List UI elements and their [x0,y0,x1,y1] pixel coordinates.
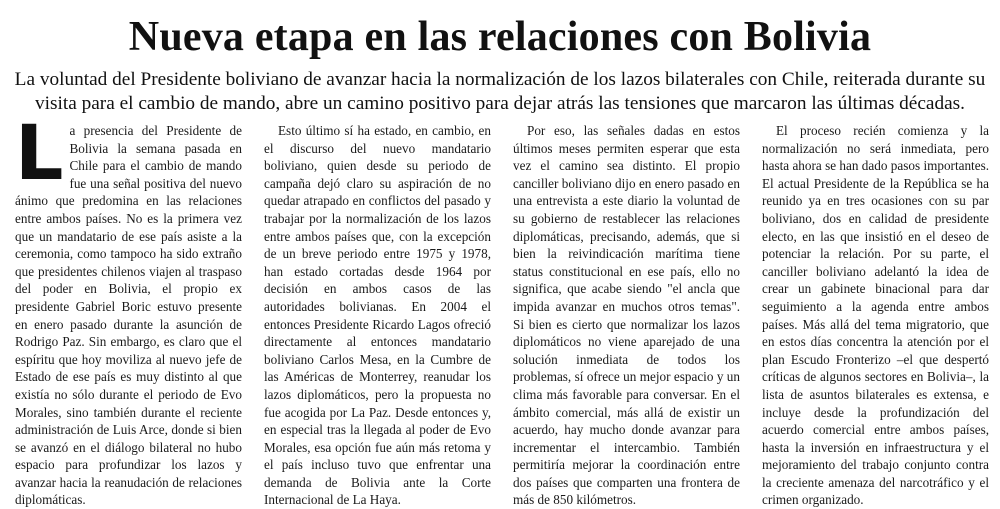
article-column-2 [264,122,491,508]
article-column-1 [15,108,242,508]
article-column-3 [513,122,740,508]
headline: Nueva etapa en las relaciones con Bolivia [128,14,872,60]
article-column-4 [762,122,989,508]
drop-cap: L [15,108,64,197]
article-body [15,108,990,508]
column-text: Por eso, las señales dadas en estos últimos meses permiten esperar que esta vez el camino sea distinto. El propio canciller boliviano dijo en enero pasado en una entrevista a este diario la voluntad de su gobierno de restablecer las relaciones diplomáticas, precisando, además, que si bien la reivindicación marítima tiene status constitucional en ese país, ello no significa, que acabe siendo "el ancla que impida avanzar en muchos otros temas". Si bien es cierto que normalizar los lazos diplomáticos no viene aparejado de una solución inmediata de todos los problemas, sí ofrece un mejor espacio y un clima más favorable para conversar. En el ámbito comercial, más allá de existir un acuerdo, hay mucho donde avanzar para incrementar el intercambio. También permitiría mejorar la coordinación entre dos países que comparten una frontera de más de 850 kilómetros. [513,123,740,508]
column-text: El proceso recién comienza y la normalización no será inmediata, pero hasta ahora se han dado pasos importantes. El actual Presidente de la República se ha reunido ya en tres ocasiones con su par boliviano, dos en calidad de presidente electo, en las que insistió en el deseo de potenciar la relación. Por su parte, el canciller boliviano adelantó la idea de crear un gabinete binacional para dar seguimiento a la agenda entre ambos países. Más allá del tema migratorio, que en estos días concentra la atención por el plan Escudo Fronterizo –el que despertó críticas de algunos sectores en Bolivia–, la lista de asuntos bilaterales es extensa, e incluye desde la profundización del acuerdo comercial entre ambos países, hasta la inversión en infraestructura y el mejoramiento del trabajo conjunto contra la creciente amenaza del narcotráfico y el crimen organizado. [762,123,989,508]
subheadline: La voluntad del Presidente boliviano de avanzar hacia la normalización de los lazos bilaterales con Chile, reiterada durante su visita para el cambio de mando, abre un camino positivo para dejar atrás las tensiones que marcaron las últimas décadas. [14,69,986,114]
column-text: a presencia del Presidente de Bolivia la semana pasada en Chile para el cambio de mando fue una señal positiva del nuevo ánimo que predomina en las relaciones entre ambos países. No es la primera vez que un mandatario de ese país asiste a la ceremonia, como tampoco ha sido extraño que presidentes chilenos viajen al traspaso del poder en Bolivia, el propio ex presidente Gabriel Boric estuvo presente en enero pasado durante la asunción de Rodrigo Paz. Sin embargo, es claro que el espíritu que hoy moviliza al nuevo jefe de Estado de ese país es muy distinto al que existía no sólo durante el periodo de Evo Morales, sino también durante el reciente administración de Luis Arce, donde si bien se avanzó en el diálogo bilateral no hubo espacio para profundizar los lazos y avanzar hacia la reanudación de relaciones diplomáticas. [15,123,242,508]
column-text: Esto último sí ha estado, en cambio, en el discurso del nuevo mandatario boliviano, quien desde su periodo de campaña dejó claro su aspiración de no quedar atrapado en conflictos del pasado y trabajar por la normalización de los lazos entre ambos países que, con la excepción de un breve periodo entre 1975 y 1978, han estado cortadas desde 1964 por decisión en ambos casos de las autoridades bolivianas. En 2004 el entonces Presidente Ricardo Lagos ofreció directamente al entonces mandatario boliviano Carlos Mesa, en la Cumbre de las Américas de Monterrey, reanudar los lazos diplomáticos, pero la propuesta no fue acogida por La Paz. Desde entonces y, en especial tras la llegada al poder de Evo Morales, esa opción fue aún más retoma y el país incluso tuvo que enfrentar una demanda de Bolivia ante la Corte Internacional de La Haya. [264,123,491,508]
